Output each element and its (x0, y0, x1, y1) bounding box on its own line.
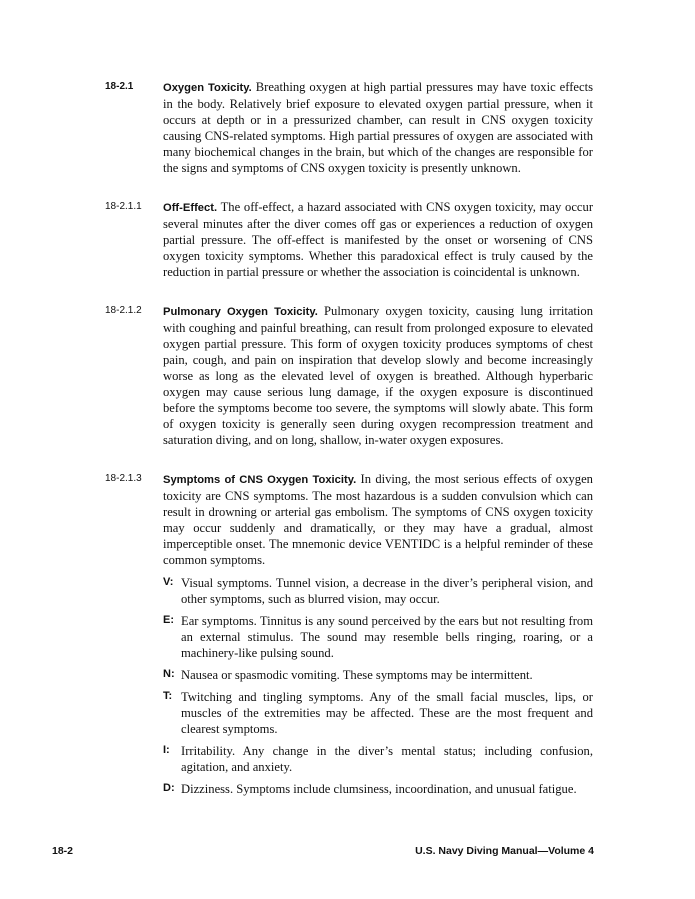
section-number: 18-2.1.3 (105, 473, 142, 484)
list-item-letter: N: (163, 668, 175, 680)
section-number: 18-2.1.2 (105, 305, 142, 316)
list-item (163, 575, 593, 607)
list-item-text: Dizziness. Symptoms include clumsiness, incoordination, and unusual fatigue. (181, 782, 577, 796)
section-heading: Pulmonary Oxygen Toxicity. (163, 306, 318, 318)
list-item (163, 743, 593, 775)
section-number: 18-2.1 (105, 81, 134, 92)
list-item-letter: T: (163, 690, 173, 702)
section-pulmonary-oxygen-toxicity (105, 303, 593, 448)
section-body (163, 471, 593, 568)
section-body (163, 303, 593, 448)
list-item (163, 613, 593, 661)
list-item-text: Irritability. Any change in the diver’s mental status; including confusion, agitation, and anxiety. (181, 744, 593, 774)
section-heading: Off-Effect. (163, 202, 218, 214)
section-heading: Symptoms of CNS Oxygen Toxicity. (163, 474, 357, 486)
section-off-effect (105, 199, 593, 280)
section-cns-symptoms (105, 471, 593, 568)
list-item-text: Twitching and tingling symptoms. Any of the small facial muscles, lips, or muscles of the extremities may be affected. These are the most frequent and clearest symptoms. (181, 690, 593, 736)
page-number: 18-2 (52, 845, 74, 857)
section-text: Breathing oxygen at high partial pressures may have toxic effects in the body. Relatively brief exposure to elevated oxygen partial pressure, when it occurs at depth or in a pressurized chamber, can result in CNS oxygen toxicity causing CNS-related symptoms. High partial pressures of oxygen are associated with many biochemical changes in the brain, but which of the changes are responsible for the signs and symptoms of CNS oxygen toxicity is presently unknown. (163, 80, 594, 175)
list-item-letter: V: (163, 576, 174, 588)
list-item-text: Nausea or spasmodic vomiting. These symptoms may be intermittent. (181, 668, 533, 682)
section-body (163, 79, 593, 176)
list-item (163, 689, 593, 737)
section-text: Pulmonary oxygen toxicity, causing lung irritation with coughing and painful breathing, can result from prolonged exposure to elevated oxygen partial pressure. This form of oxygen toxicity produces symptoms of chest pain, cough, and pain on inspiration that develop slowly and become increasingly worse as long as the elevated level of oxygen is breathed. Although hyperbaric oxygen may cause serious lung damage, if the oxygen exposure is discontinued before the symptoms become too severe, the symptoms will slowly abate. This form of oxygen toxicity is generally seen during oxygen recompression treatment and saturation diving, and on long, shallow, in-water oxygen exposures. (163, 304, 594, 447)
section-number: 18-2.1.1 (105, 201, 142, 212)
list-item-letter: D: (163, 782, 175, 794)
section-text: The off-effect, a hazard associated with CNS oxygen toxicity, may occur several minutes after the diver comes off gas or experiences a reduction of oxygen partial pressure. The off-effect is manifested by the onset or worsening of CNS oxygen toxicity symptoms. Whether this paradoxical effect is truly caused by the reduction in partial pressure or whether the association is coincidental is unknown. (163, 200, 594, 279)
section-oxygen-toxicity (105, 79, 593, 176)
list-item (163, 781, 593, 797)
section-text: In diving, the most serious effects of oxygen toxicity are CNS symptoms. The most hazardous is a sudden convulsion which can result in drowning or arterial gas embolism. The symptoms of CNS oxygen toxicity may occur suddenly and dramatically, or they may have a gradual, almost imperceptible onset. The mnemonic device VENTIDC is a helpful reminder of these common symptoms. (163, 472, 593, 567)
manual-title: U.S. Navy Diving Manual—Volume 4 (415, 845, 594, 857)
list-item-text: Ear symptoms. Tinnitus is any sound perceived by the ears but not resulting from an external stimulus. The sound may resemble bells ringing, roaring, or a machinery-like pulsing sound. (181, 614, 593, 660)
list-item-text: Visual symptoms. Tunnel vision, a decrease in the diver’s peripheral vision, and other symptoms, such as blurred vision, may occur. (181, 576, 593, 606)
list-item-letter: I: (163, 744, 170, 756)
section-heading: Oxygen Toxicity. (163, 82, 252, 94)
section-body (163, 199, 593, 280)
list-item (163, 667, 593, 683)
list-item-letter: E: (163, 614, 174, 626)
ventidc-list (163, 575, 593, 803)
